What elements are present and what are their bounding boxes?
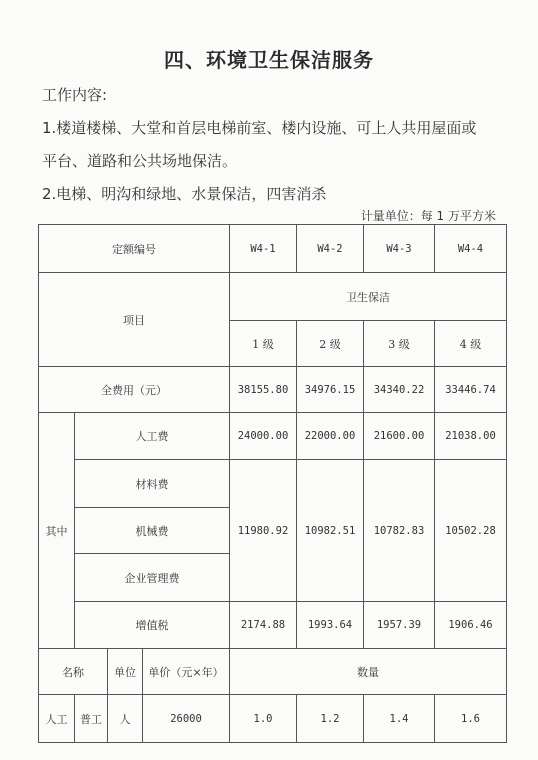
code-cell: W4-2 [297,225,364,273]
total-value: 38155.80 [230,367,297,413]
name-header: 名称 [39,649,108,695]
work-content-label: 工作内容: [42,86,108,104]
combined-value: 10982.51 [297,460,364,602]
resource-unit: 人 [108,695,143,743]
vat-value: 1993.64 [297,602,364,649]
total-value: 34976.15 [297,367,364,413]
labor-label: 人工费 [75,413,230,460]
resource-type: 普工 [75,695,108,743]
mgmt-label: 企业管理费 [75,554,230,602]
vat-value: 1957.39 [364,602,435,649]
item-label: 项目 [39,273,230,367]
resource-table [38,648,507,743]
quota-table [38,224,507,649]
combined-value: 10782.83 [364,460,435,602]
vat-value: 2174.88 [230,602,297,649]
work-item-2: 2.电梯、明沟和绿地、水景保洁，四害消杀 [42,185,327,203]
labor-value: 24000.00 [230,413,297,460]
work-item-1-line-1: 1.楼道楼梯、大堂和首层电梯前室、楼内设施、可上人共用屋面或 [42,119,477,137]
unit-header: 单位 [108,649,143,695]
resource-row [39,695,507,743]
machine-label: 机械费 [75,508,230,554]
level-cell: 1 级 [230,321,297,367]
vat-row [39,602,507,649]
price-header: 单价（元×年） [143,649,230,695]
combined-value: 11980.92 [230,460,297,602]
code-label: 定额编号 [39,225,230,273]
code-cell: W4-4 [435,225,507,273]
vat-value: 1906.46 [435,602,507,649]
group-row [39,273,507,321]
code-cell: W4-3 [364,225,435,273]
labor-value: 22000.00 [297,413,364,460]
code-cell: W4-1 [230,225,297,273]
total-value: 34340.22 [364,367,435,413]
resource-category: 人工 [39,695,75,743]
resource-qty: 1.2 [297,695,364,743]
labor-value: 21038.00 [435,413,507,460]
resource-qty: 1.4 [364,695,435,743]
material-label: 材料费 [75,460,230,508]
resource-qty: 1.6 [435,695,507,743]
level-cell: 2 级 [297,321,364,367]
measurement-unit: 计量单位：每 1 万平方米 [360,209,496,223]
total-value: 33446.74 [435,367,507,413]
page-title: 四、环境卫生保洁服务 [164,48,374,72]
resource-qty: 1.0 [230,695,297,743]
group-label: 卫生保洁 [230,273,507,321]
resource-header-row [39,649,507,695]
labor-row [39,413,507,460]
level-cell: 4 级 [435,321,507,367]
among-label: 其中 [39,413,75,649]
level-cell: 3 级 [364,321,435,367]
labor-value: 21600.00 [364,413,435,460]
resource-price: 26000 [143,695,230,743]
total-row [39,367,507,413]
combined-value: 10502.28 [435,460,507,602]
qty-header: 数量 [230,649,507,695]
total-label: 全费用（元） [39,367,230,413]
work-item-1-line-2: 平台、道路和公共场地保洁。 [42,152,238,170]
code-row [39,225,507,273]
vat-label: 增值税 [75,602,230,649]
material-row [39,460,507,508]
